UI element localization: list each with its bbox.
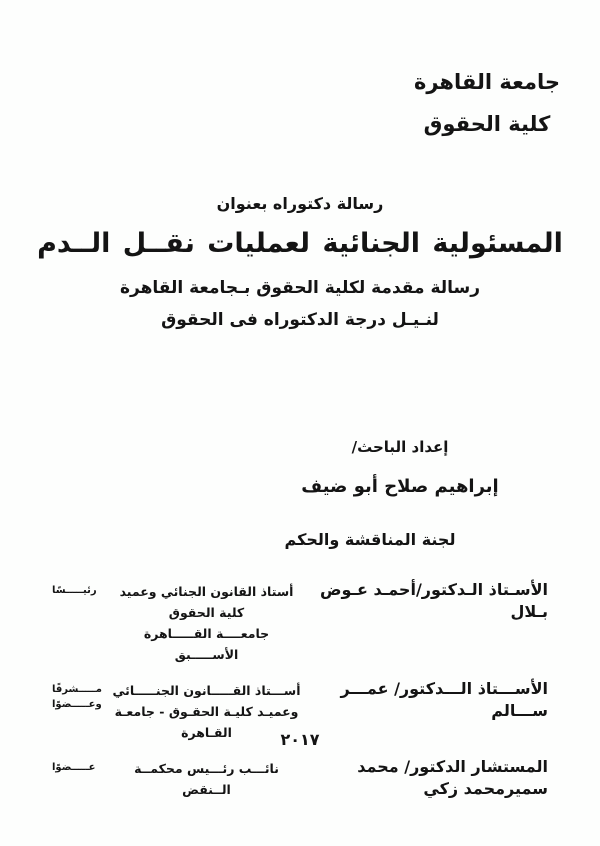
faculty-name: كلية الحقوق (423, 112, 551, 136)
member-roles (52, 678, 110, 712)
member-name: الأســـتاذ الـــدكتور/ عمـــر ســـالم (340, 679, 548, 720)
committee-member-row (52, 756, 548, 800)
member-roles (52, 579, 110, 598)
member-role-1: مـــــشرفًا (52, 684, 102, 695)
submission-line-2: لنـيـل درجة الدكتوراه فى الحقوق (161, 310, 439, 330)
member-name: الأسـتاذ الـدكتور/أحمـد عـوض بـلال (319, 580, 548, 621)
member-role-1: رئيـــــسًا (52, 585, 97, 596)
institution-header (414, 66, 560, 140)
member-role-2: وعـــــضوًا (52, 699, 102, 710)
member-title-line-1: أســـتاذ القـــــانون الجنـــــائي (112, 683, 301, 698)
researcher-name: إبراهيم صلاح أبو ضيف (301, 476, 499, 497)
thesis-title: المسئولية الجنائية لعمليات نقــل الــدم (37, 228, 563, 259)
member-titles (111, 579, 303, 665)
thesis-kind-label: رسالة دكتوراه بعنوان (216, 194, 384, 213)
member-title-line-2: وعميـد كليـة الحقـوق - جامعـة القـاهرة (114, 704, 299, 740)
committee-heading: لجنة المناقشة والحكم (284, 530, 456, 549)
publication-year: ٢٠١٧ (280, 730, 320, 749)
member-title-line-2: جامعــــة القـــــاهرة الأســـــبق (143, 626, 270, 662)
prepared-by-label: إعداد الباحث/ (351, 438, 449, 456)
researcher-block (200, 438, 600, 497)
member-title-line-1: أستاذ القانون الجنائي وعميد كلية الحقوق (119, 584, 294, 620)
committee-list (52, 579, 548, 813)
member-title-line-1: نائـــب رئـــيس محكمــة الــنقض (134, 761, 279, 797)
member-titles (111, 756, 303, 800)
title-block (0, 194, 600, 330)
submission-line-1: رسالة مقدمة لكلية الحقوق بـجامعة القاهرة (119, 278, 481, 298)
member-roles (52, 756, 110, 775)
member-role-1: عـــــضوًا (52, 762, 96, 773)
member-name: المستشار الدكتور/ محمد سميرمحمد زكي (357, 757, 548, 798)
university-name: جامعة القاهرة (413, 70, 560, 94)
committee-member-row (52, 579, 548, 665)
